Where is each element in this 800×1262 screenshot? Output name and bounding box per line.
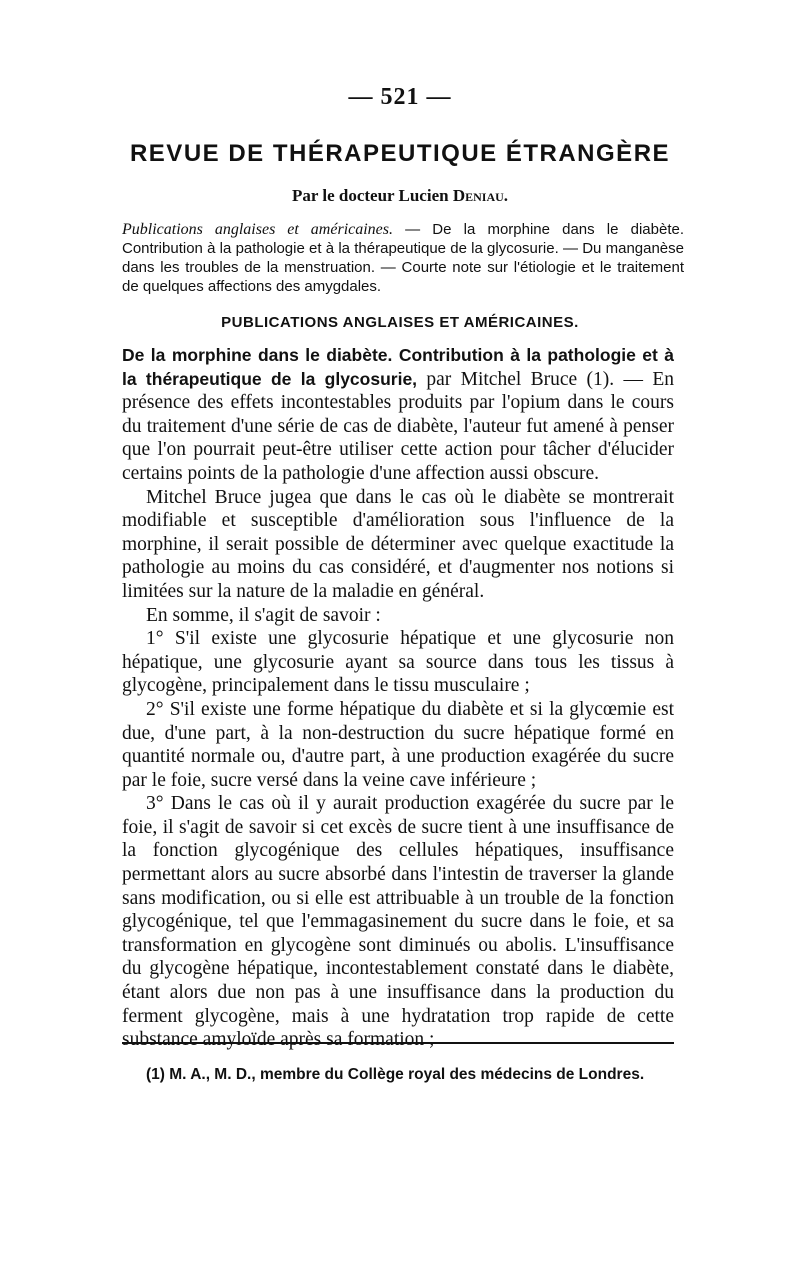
page-number: — 521 — <box>348 84 452 110</box>
summary-lead: Publications anglaises et américaines. <box>122 221 394 238</box>
paragraph-text: par Mitchel Bruce (1). — En présence des effets incontestables produits par l'opium dans le cours du traitement d'une série de cas de diabète, l'auteur fut amené à penser que l'on pourrait peut-être utiliser cette action pour tâcher d'élucider certains points de la pathologie d'une affection aussi obscure. <box>122 368 674 484</box>
footnote-divider <box>122 1042 674 1044</box>
section-heading: PUBLICATIONS ANGLAISES ET AMÉRICAINES. <box>221 314 579 331</box>
article-title: De la morphine dans le diabète. Contribution à la pathologie et à la thérapeutique de la glycosurie, <box>122 345 674 389</box>
summary-text: — De la morphine dans le diabète. Contribution à la pathologie et à la thérapeutique de la glycosurie. — Du manganèse dans les troubles de la menstruation. — Courte note sur l'étiologie et le traitement de quelques affections des amygdales. <box>122 221 684 295</box>
paragraph: 1° S'il existe une glycosurie hépatique et une glycosurie non hépatique, une glycosurie ayant sa source dans tous les tissus à glycogène, principalement dans le tissu musculaire ; <box>122 628 674 697</box>
author-line <box>0 186 800 206</box>
article-body <box>122 344 674 1052</box>
paragraph <box>122 344 674 486</box>
summary <box>122 220 684 296</box>
author-prefix: Par le docteur Lucien <box>291 186 449 205</box>
footnote: (1) M. A., M. D., membre du Collège royal des médecins de Londres. <box>146 1066 645 1083</box>
paragraph: En somme, il s'agit de savoir : <box>146 604 381 626</box>
paragraph: Mitchel Bruce jugea que dans le cas où le diabète se montrerait modifiable et susceptible d'amélioration sous l'influence de la morphine, il serait possible de déterminer avec quelque exactitude la pathologie au moins du cas considéré, et d'augmenter nos notions si limitées sur la nature de la maladie en général. <box>122 486 674 602</box>
paragraph: 2° S'il existe une forme hépatique du diabète et si la glycœmie est due, d'une part, à la non-destruction du sucre hépatique formé en quantité normale ou, d'autre part, à une production exagérée du sucre par le foie, sucre versé dans la veine cave inférieure ; <box>122 698 674 791</box>
author-surname: Deniau. <box>452 186 509 205</box>
page-title: REVUE DE THÉRAPEUTIQUE ÉTRANGÈRE <box>129 140 671 167</box>
paragraph: 3° Dans le cas où il y aurait production exagérée du sucre par le foie, il s'agit de savoir si cet excès de sucre tient à une insuffisance de la fonction glycogénique des cellules hépatiques, insuffisance permettant alors au sucre absorbé dans l'intestin de traverser la glande sans modification, ou si elle est attribuable à un trouble de la fonction glycogénique, tel que l'emmagasinement du sucre dans le foie, et sa transformation en glycogène sont diminués ou abolis. L'insuffisance du glycogène hépatique, incontestablement constaté dans le diabète, étant alors due non pas à une insuffisance dans la production du ferment glycogène, mais à une hydratation trop rapide de cette substance amyloïde après sa formation ; <box>122 793 674 1051</box>
